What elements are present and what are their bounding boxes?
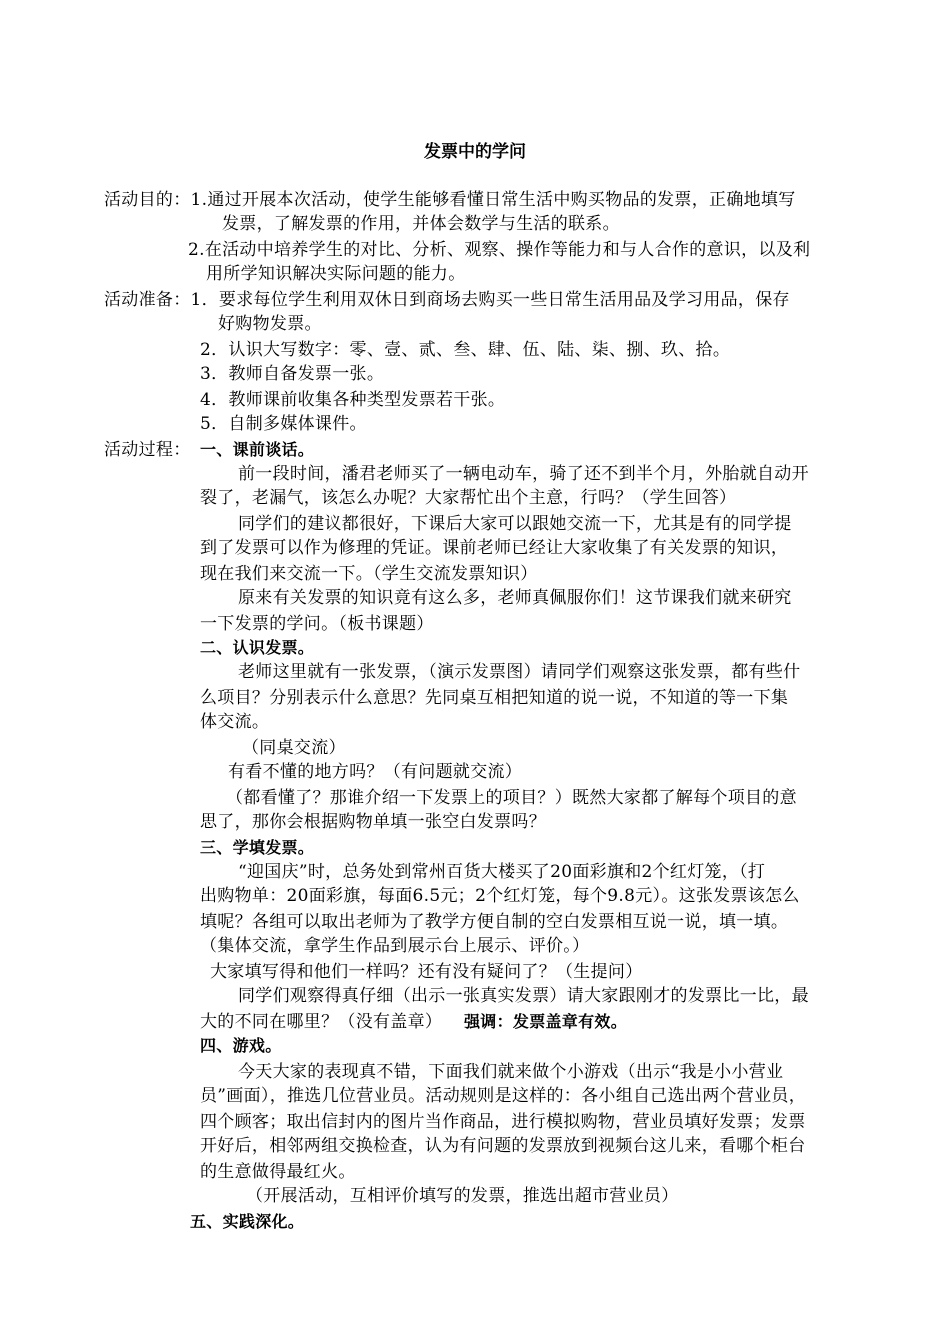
section-heading: 五、实践深化。 bbox=[190, 1212, 305, 1231]
text-line: 大的不同在哪里？（没有盖章） bbox=[200, 1012, 443, 1032]
text-line: 开好后，相邻两组交换检查，认为有问题的发票放到视频台这儿来，看哪个柜台 bbox=[200, 1136, 806, 1156]
text-line: 用所学知识解决实际问题的能力。 bbox=[206, 264, 466, 284]
section-heading: 一、课前谈话。 bbox=[200, 440, 315, 459]
text-line: 原来有关发票的知识竟有这么多，老师真佩服你们！这节课我们就来研究 bbox=[238, 588, 792, 608]
text-line: 发票，了解发票的作用，并体会数学与生活的联系。 bbox=[222, 214, 620, 234]
text-line: 思了，那你会根据购物单填一张空白发票吗？ bbox=[200, 812, 546, 832]
text-line: 3．教师自备发票一张。 bbox=[200, 364, 385, 384]
text-line: 员”画面），推选几位营业员。活动规则是这样的：各小组自己选出两个营业员， bbox=[200, 1086, 806, 1106]
text-line: 填呢？各组可以取出老师为了教学方便自制的空白发票相互说一说，填一填。 bbox=[200, 912, 789, 932]
text-line: （集体交流，拿学生作品到展示台上展示、评价。） bbox=[200, 936, 590, 956]
text-line: 出购物单：20面彩旗，每面6.5元；2个红灯笼，每个9.8元）。这张发票该怎么 bbox=[200, 886, 800, 906]
text-line: （都看懂了？那谁介绍一下发票上的项目？）既然大家都了解每个项目的意 bbox=[226, 788, 797, 808]
text-line: 大家填写得和他们一样吗？还有没有疑问了？（生提问） bbox=[210, 962, 643, 982]
text-line: 现在我们来交流一下。（学生交流发票知识） bbox=[200, 564, 538, 584]
text-line: 老师这里就有一张发票，（演示发票图）请同学们观察这张发票，都有些什 bbox=[238, 662, 801, 682]
text-line: 活动目的：1.通过开展本次活动，使学生能够看懂日常生活中购买物品的发票，正确地填写 bbox=[104, 190, 796, 210]
text-line: 今天大家的表现真不错，下面我们就来做个小游戏（出示“我是小小营业 bbox=[238, 1062, 784, 1082]
text-line: 好购物发票。 bbox=[218, 314, 322, 334]
text-line: 同学们的建议都很好，下课后大家可以跟她交流一下，尤其是有的同学提 bbox=[238, 514, 792, 534]
section-heading: 二、认识发票。 bbox=[200, 638, 315, 657]
section-heading: 三、学填发票。 bbox=[200, 838, 315, 857]
text-line: 一下发票的学问。（板书课题） bbox=[200, 614, 434, 634]
text-line: （开展活动，互相评价填写的发票，推选出超市营业员） bbox=[246, 1186, 679, 1206]
text-line: 到了发票可以作为修理的凭证。课前老师已经让大家收集了有关发票的知识， bbox=[200, 538, 789, 558]
section-heading: 四、游戏。 bbox=[200, 1036, 282, 1055]
text-line: 的生意做得最红火。 bbox=[200, 1162, 356, 1182]
text-line: 5．自制多媒体课件。 bbox=[200, 414, 367, 434]
text-line: 体交流。 bbox=[200, 712, 270, 732]
text-line: 裂了，老漏气，该怎么办呢？大家帮忙出个主意，行吗？（学生回答） bbox=[200, 488, 737, 508]
text-line: 四个顾客；取出信封内的图片当作商品，进行模拟购物，营业员填好发票；发票 bbox=[200, 1112, 806, 1132]
text-line: 同学们观察得真仔细（出示一张真实发票）请大家跟刚才的发票比一比，最 bbox=[238, 986, 809, 1006]
text-line: 前一段时间，潘君老师买了一辆电动车，骑了还不到半个月，外胎就自动开 bbox=[238, 464, 809, 484]
text-line: （同桌交流） bbox=[242, 738, 346, 758]
text-line: 2．认识大写数字：零、壹、贰、叁、肆、伍、陆、柒、捌、玖、拾。 bbox=[200, 340, 731, 360]
text-line: 4．教师课前收集各种类型发票若干张。 bbox=[200, 390, 506, 410]
text-line: 有看不懂的地方吗？（有问题就交流） bbox=[228, 762, 523, 782]
section-label: 活动过程： bbox=[104, 440, 191, 460]
text-line: 2.在活动中培养学生的对比、分析、观察、操作等能力和与人合作的意识，以及利 bbox=[188, 240, 811, 260]
page-title: 发票中的学问 bbox=[424, 142, 526, 162]
text-line: 活动准备：1．要求每位学生利用双休日到商场去购买一些日常生活用品及学习用品，保存 bbox=[104, 290, 790, 310]
text-line: “迎国庆”时，总务处到常州百货大楼买了20面彩旗和2个红灯笼，（打 bbox=[238, 862, 766, 882]
emphasis-text: 强调：发票盖章有效。 bbox=[464, 1012, 628, 1031]
text-line: 么项目？分别表示什么意思？先同桌互相把知道的说一说，不知道的等一下集 bbox=[200, 688, 789, 708]
